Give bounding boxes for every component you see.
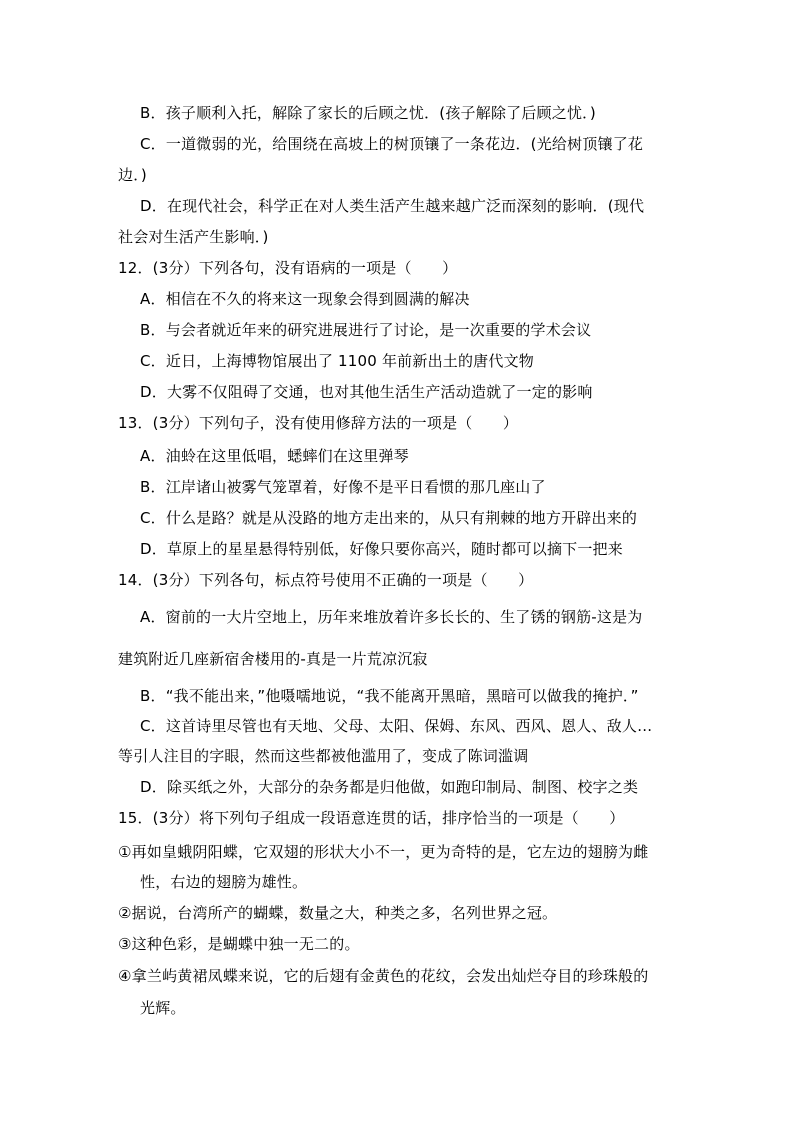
q12-option-c: C．近日，上海博物馆展出了 1100 年前新出土的唐代文物 (140, 352, 534, 370)
q14-option-c-continuation: 等引人注目的字眼，然而这些都被他滥用了，变成了陈词滥调 (118, 747, 529, 765)
question-12: 12．(3分）下列各句，没有语病的一项是（ ） (118, 259, 458, 277)
option-b-line: B．孩子顺利入托，解除了家长的后顾之忧．(孩子解除了后顾之忧．) (140, 104, 596, 122)
q14-option-c: C．这首诗里尽管也有天地、父母、太阳、保姆、东风、西风、恩人、敌人… (140, 717, 653, 735)
question-15: 15．(3分）将下列句子组成一段语意连贯的话，排序恰当的一项是（ ） (118, 809, 625, 827)
q14-option-d: D．除买纸之外，大部分的杂务都是归他做，如跑印制局、制图、校字之类 (140, 778, 639, 796)
q12-option-a: A．相信在不久的将来这一现象会得到圆满的解决 (140, 290, 470, 308)
q13-option-d: D．草原上的星星悬得特别低，好像只要你高兴，随时都可以摘下一把来 (140, 540, 623, 558)
q15-sentence-1-continuation: 性，右边的翅膀为雄性。 (140, 873, 308, 891)
q15-sentence-2: ②据说，台湾所产的蝴蝶，数量之大，种类之多，名列世界之冠。 (118, 904, 558, 922)
q15-sentence-3: ③这种色彩，是蝴蝶中独一无二的。 (118, 935, 360, 953)
q13-option-a: A．油蛉在这里低唱，蟋蟀们在这里弹琴 (140, 447, 409, 465)
option-d-line: D．在现代社会，科学正在对人类生活产生越来越广泛而深刻的影响．(现代 (140, 197, 645, 215)
q14-option-a: A．窗前的一大片空地上，历年来堆放着许多长长的、生了锈的钢筋-这是为 (140, 608, 643, 626)
option-c-continuation: 边．) (118, 166, 147, 184)
option-c-line: C．一道微弱的光，给围绕在高坡上的树顶镶了一条花边．(光给树顶镶了花 (140, 135, 644, 153)
q12-option-b: B．与会者就近年来的研究进展进行了讨论，是一次重要的学术会议 (140, 321, 592, 339)
q15-sentence-4: ④拿兰屿黄裙凤蝶来说，它的后翅有金黄色的花纹，会发出灿烂夺目的珍珠般的 (118, 967, 649, 985)
q14-option-a-continuation: 建筑附近几座新宿舍楼用的-真是一片荒凉沉寂 (118, 650, 428, 668)
q13-option-b: B．江岸诸山被雾气笼罩着，好像不是平日看惯的那几座山了 (140, 478, 546, 496)
question-14: 14．(3分）下列各句，标点符号使用不正确的一项是（ ） (118, 571, 534, 589)
q15-sentence-4-continuation: 光辉。 (140, 999, 186, 1017)
q14-option-b: B．“我不能出来，”他嗫嚅地说，“我不能离开黑暗，黑暗可以做我的掩护．” (140, 687, 639, 705)
q13-option-c: C．什么是路？就是从没路的地方走出来的，从只有荆棘的地方开辟出来的 (140, 509, 638, 527)
question-13: 13．(3分）下列句子，没有使用修辞方法的一项是（ ） (118, 414, 519, 432)
q12-option-d: D．大雾不仅阻碍了交通，也对其他生活生产活动造就了一定的影响 (140, 383, 593, 401)
option-d-continuation: 社会对生活产生影响．) (118, 228, 269, 246)
q15-sentence-1: ①再如皇蛾阴阳蝶，它双翅的形状大小不一，更为奇特的是，它左边的翅膀为雌 (118, 843, 649, 861)
